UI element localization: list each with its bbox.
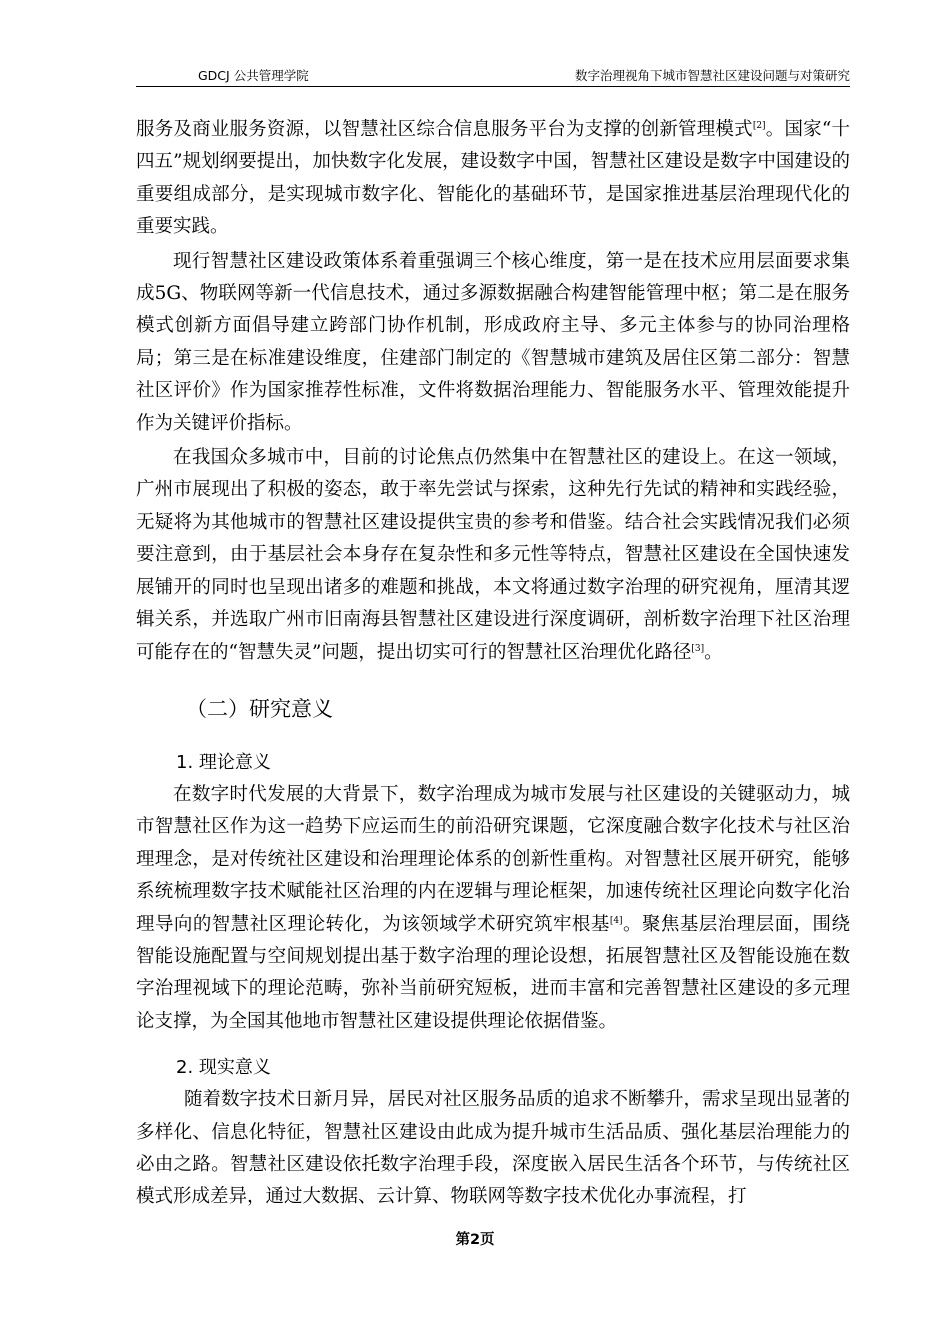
page-body <box>136 114 850 1214</box>
citation-2: [2] <box>752 120 766 131</box>
page-header <box>136 66 850 87</box>
section-heading: （二）研究意义 <box>186 696 333 721</box>
paragraph-1: 服务及商业服务资源，以智慧社区综合信息服务平台为支撑的创新管理模式[2]。国家“十四五”规划纲要提出，加快数字化发展，建设数字中国，智慧社区建设是数字中国建设的重要组成部分，是实现城市数字化、智能化的基础环节，是国家推进基层治理现代化的重要实践。 <box>136 119 850 238</box>
paragraph-theory: 在数字时代发展的大背景下，数字治理成为城市发展与社区建设的关键驱动力，城市智慧社区作为这一趋势下应运而生的前沿研究课题，它深度融合数字化技术与社区治理理念，是对传统社区建设和治理理论体系的创新性重构。对智慧社区展开研究，能够系统梳理数字技术赋能社区治理的内在逻辑与理论框架，加速传统社区理论向数字化治理导向的智慧社区理论转化，为该领域学术研究筑牢根基[4]。聚焦基层治理层面，围绕智能设施配置与空间规划提出基于数字治理的理论设想，拓展智慧社区及智能设施在数字治理视域下的理论范畴，弥补当前研究短板，进而丰富和完善智慧社区建设的多元理论支撑，为全国其他地市智慧社区建设提供理论依据借鉴。 <box>136 783 850 1032</box>
citation-3: [3] <box>691 643 705 654</box>
header-institution: GDCJ 公共管理学院 <box>198 68 309 83</box>
header-paper-title: 数字治理视角下城市智慧社区建设问题与对策研究 <box>574 68 850 83</box>
paragraph-3: 在我国众多城市中，目前的讨论焦点仍然集中在智慧社区的建设上。在这一领域，广州市展现出了积极的姿态，敢于率先尝试与探索，这种先行先试的精神和实践经验，无疑将为其他城市的智慧社区建设提供宝贵的参考和借鉴。结合社会实践情况我们必须要注意到，由于基层社会本身存在复杂性和多元性等特点，智慧社区建设在全国快速发展铺开的同时也呈现出诸多的难题和挑战，本文将通过数字治理的研究视角，厘清其逻辑关系，并选取广州市旧南海县智慧社区建设进行深度调研，剖析数字治理下社区治理可能存在的“智慧失灵”问题，提出切实可行的智慧社区治理优化路径[3]。 <box>136 447 850 663</box>
paragraph-2: 现行智慧社区建设政策体系着重强调三个核心维度，第一是在技术应用层面要求集成5G、物联网等新一代信息技术，通过多源数据融合构建智能管理中枢；第二是在服务模式创新方面倡导建立跨部门协作机制，形成政府主导、多元主体参与的协同治理格局；第三是在标准建设维度，住建部门制定的《智慧城市建筑及居住区第二部分：智慧社区评价》作为国家推荐性标准，文件将数据治理能力、智能服务水平、管理效能提升作为关键评价指标。 <box>136 250 850 434</box>
citation-4: [4] <box>609 915 623 926</box>
subsection-heading-theory: 1. 理论意义 <box>176 751 271 773</box>
subsection-heading-practice: 2. 现实意义 <box>176 1057 271 1079</box>
paragraph-practice: 随着数字技术日新月异，居民对社区服务品质的追求不断攀升，需求呈现出显著的多样化、信息化特征，智慧社区建设由此成为提升城市生活品质、强化基层治理能力的必由之路。智慧社区建设依托数字治理手段，深度嵌入居民生活各个环节，与传统社区模式形成差异，通过大数据、云计算、物联网等数字技术优化办事流程，打 <box>136 1089 851 1208</box>
page-number: 第2页 <box>455 1232 495 1248</box>
